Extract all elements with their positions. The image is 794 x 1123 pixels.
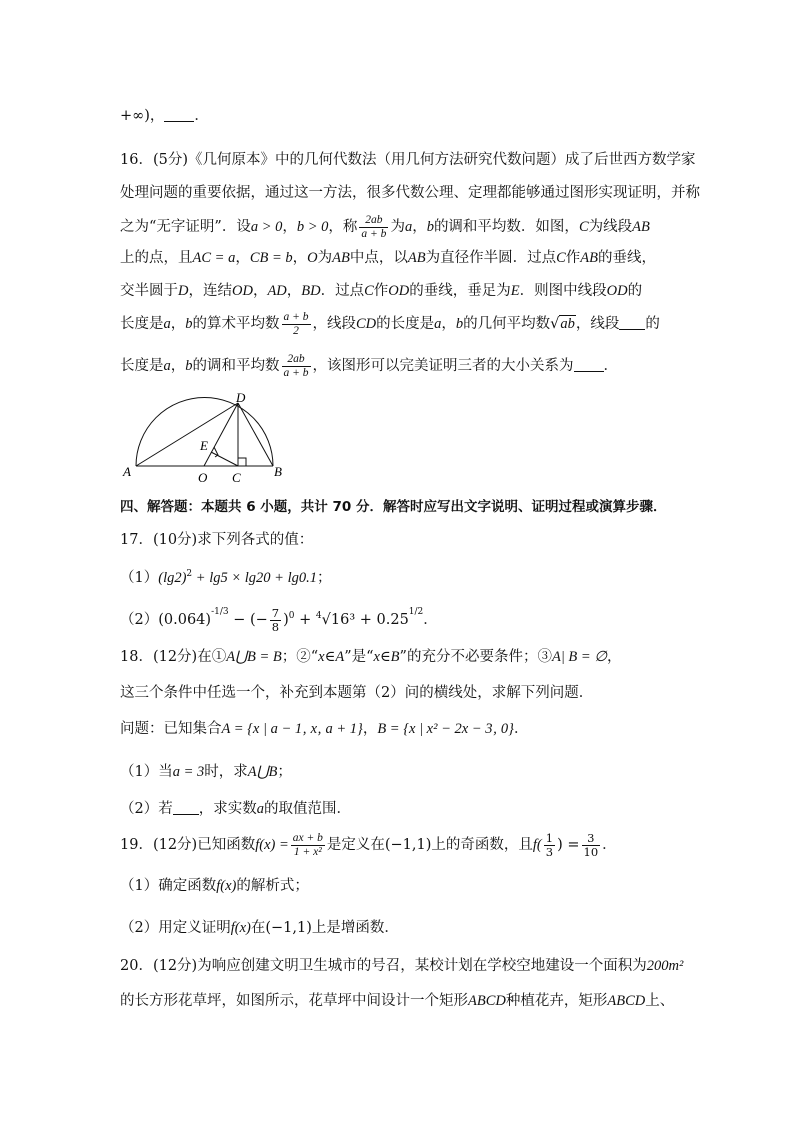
- math: (lg2): [158, 569, 187, 586]
- q20-line-2: [120, 991, 674, 1011]
- q16-text: ，线段: [575, 316, 620, 332]
- math: − (−: [228, 612, 268, 628]
- q18-text: （2）若: [120, 801, 173, 817]
- math: D: [178, 283, 189, 299]
- q16-text: ，: [441, 316, 456, 332]
- q16-line-7: [120, 350, 618, 382]
- denominator: 8: [271, 619, 280, 634]
- math: b: [426, 219, 434, 235]
- segment-ad: [136, 403, 238, 466]
- math: O: [307, 250, 318, 266]
- math: AD: [267, 283, 287, 299]
- interval-end-text: +∞)，: [120, 108, 165, 124]
- q16-text: 中点，以: [349, 250, 408, 266]
- answer-blank: [173, 800, 199, 815]
- q16-text: 的: [645, 316, 660, 332]
- segment-od: [204, 403, 238, 466]
- arithmetic-fraction: [282, 311, 311, 338]
- q18-line-1: [120, 647, 621, 667]
- q16-text: 的调和平均数．如图，: [433, 219, 579, 235]
- q20-text: 上、: [645, 993, 675, 1009]
- q16-text: 为: [390, 219, 405, 235]
- q16-text: ．: [603, 358, 619, 374]
- q16-text: 的垂线，垂足为: [409, 283, 511, 299]
- math: (−1,1): [265, 920, 312, 936]
- q17-text: （2）: [120, 612, 159, 628]
- math: a: [404, 219, 413, 235]
- math: AB: [332, 250, 350, 266]
- q17-part-1: [120, 564, 331, 588]
- section-heading: [120, 497, 666, 517]
- fraction-3-10: [582, 832, 601, 859]
- denominator: a + b: [361, 227, 387, 240]
- denominator: 10: [583, 844, 599, 859]
- math: a: [434, 316, 442, 332]
- numerator: ax + b: [292, 831, 323, 844]
- math: C: [364, 283, 374, 299]
- label-a: A: [123, 464, 131, 479]
- q16-text: ，: [286, 283, 302, 299]
- q16-text: ，该图形可以完美证明三者的大小关系为: [312, 358, 574, 374]
- q17-text: ．: [423, 612, 438, 628]
- q18-text: ”是“: [344, 649, 374, 665]
- denominator: a + b: [283, 366, 309, 379]
- label-b: B: [274, 464, 282, 479]
- math: ABCD: [468, 993, 506, 1009]
- label-o: O: [198, 470, 208, 485]
- math: a: [163, 358, 171, 374]
- math: ) =: [557, 837, 580, 853]
- math: f(x): [230, 920, 251, 936]
- math: + 0.25: [355, 612, 409, 628]
- math: b: [185, 316, 193, 332]
- q20-text: 种植花卉，矩形: [505, 993, 608, 1009]
- semicircle-arc: [136, 398, 273, 467]
- q19-line-2: [120, 876, 309, 896]
- harmonic-fraction: [359, 214, 388, 241]
- q18-line-3: [120, 719, 528, 739]
- q16-text: 长度是: [120, 316, 164, 332]
- q17-text: 17．(10分)求下列各式的值：: [120, 532, 314, 548]
- q16-line-4: [120, 248, 656, 268]
- math: OD: [388, 283, 410, 299]
- answer-blank: [619, 315, 645, 330]
- q18-text: ，: [362, 721, 378, 737]
- semicircle-figure: [118, 392, 293, 488]
- harmonic-fraction: [282, 353, 311, 380]
- q16-text: ．则图中线段: [519, 283, 607, 299]
- q16-text: 之为“无字证明”．设: [120, 219, 251, 235]
- math: √16³: [321, 612, 356, 628]
- denominator: 1 + x²: [293, 845, 322, 858]
- q16-text: 为: [317, 250, 333, 266]
- q16-text: 上的点，且: [120, 250, 193, 266]
- q16-text: 作: [373, 283, 389, 299]
- math: f(x) =: [255, 837, 289, 853]
- q17-text: ；: [316, 569, 332, 586]
- sqrt-radicand: ab: [560, 316, 575, 332]
- math: 200m²: [646, 958, 684, 974]
- right-angle-mark-e: [214, 447, 218, 457]
- q18-text: 18．(12分)在①: [120, 649, 227, 665]
- exponent: 1/2: [408, 607, 424, 617]
- math: a: [163, 316, 171, 332]
- numerator: 7: [271, 605, 280, 620]
- denominator: 2: [293, 324, 299, 337]
- fraction-1-3: [544, 832, 555, 859]
- q18-text: ；: [277, 764, 292, 780]
- math: x∈B: [373, 649, 400, 665]
- math: C: [578, 219, 589, 235]
- math: A⋃B = B: [226, 649, 282, 665]
- math: B = {x | x² − 2x − 3‚ 0}: [377, 721, 514, 737]
- q19-text: ．: [602, 837, 617, 853]
- math: AB: [580, 250, 598, 266]
- exponent: 2: [186, 569, 193, 579]
- fraction-7-8: [270, 607, 281, 634]
- math: OD: [231, 283, 253, 299]
- q17-text: （1）: [120, 569, 159, 586]
- q16-text: ，: [252, 283, 268, 299]
- q18-text: （1）当: [120, 764, 173, 780]
- q16-text: ，线段: [312, 316, 357, 332]
- math: x∈A: [318, 649, 345, 665]
- q16-text: ，: [170, 316, 186, 332]
- q20-text: 的长方形花草坪，如图所示，花草坪中间设计一个矩形: [120, 993, 468, 1009]
- q16-text: 的: [627, 283, 643, 299]
- q18-line-5: [120, 799, 351, 819]
- math: a > 0: [250, 219, 283, 235]
- q18-text: ，求实数: [198, 801, 257, 817]
- q19-text: （2）用定义证明: [120, 920, 231, 936]
- math: ABCD: [607, 993, 646, 1009]
- q19-text: 19．(12分)已知函数: [120, 837, 256, 853]
- q18-line-2: [120, 683, 593, 703]
- q18-text: 问题：已知集合: [120, 721, 222, 737]
- q19-text: （1）确定函数: [120, 878, 217, 894]
- math: f(x): [216, 878, 237, 894]
- q16-text: ，: [235, 250, 250, 266]
- math: AB: [632, 219, 650, 235]
- math: ): [283, 612, 289, 628]
- math: AC = a: [192, 250, 236, 266]
- q16-text: 交半圆于: [120, 283, 178, 299]
- q19-text: 上的奇函数，且: [431, 837, 533, 853]
- sqrt-sign: √: [550, 316, 560, 332]
- q16-text: ．过点: [320, 283, 365, 299]
- segment-bd: [238, 403, 273, 466]
- math: CD: [356, 316, 377, 332]
- q16-text: 的调和平均数: [192, 358, 280, 374]
- q16-text: ，: [170, 358, 186, 374]
- numerator: 1: [545, 830, 554, 845]
- q16-text: 的长度是: [376, 316, 435, 332]
- continued-line: +∞)， ．: [120, 108, 209, 124]
- q18-text: 这三个条件中任选一个，补充到本题第（2）问的横线处，求解下列问题．: [120, 685, 594, 701]
- math: a: [256, 801, 264, 817]
- root-index: 4: [315, 611, 322, 622]
- math: E: [510, 283, 520, 299]
- answer-blank: [574, 357, 604, 372]
- q17-head: [120, 530, 313, 550]
- q19-text: 的解析式；: [236, 878, 309, 894]
- math: b: [185, 358, 193, 374]
- math: (0.064): [158, 612, 212, 628]
- q16-text: 的几何平均数: [463, 316, 551, 332]
- right-angle-mark-c: [238, 458, 246, 466]
- q16-text: ，连结: [188, 283, 232, 299]
- q18-text: ，: [606, 649, 622, 665]
- q18-text: ；②“: [281, 649, 319, 665]
- q20-text: 20．(12分)为响应创建文明卫生城市的号召，某校计划在学校空地建设一个面积为: [120, 958, 647, 974]
- q16-line-2: [120, 183, 700, 203]
- q19-line-3: [120, 918, 399, 938]
- q16-text: 长度是: [120, 358, 164, 374]
- math: b > 0: [296, 219, 329, 235]
- q16-line-6: [120, 308, 660, 340]
- segment-ce: [211, 452, 238, 466]
- numerator: a + b: [283, 310, 309, 323]
- q16-text: ，: [282, 219, 297, 235]
- q18-text: 时，求: [204, 764, 248, 780]
- q17-part-2: [120, 596, 438, 636]
- q16-text: 作: [565, 250, 581, 266]
- math: b: [455, 316, 464, 332]
- q16-text: 的垂线，: [597, 250, 656, 266]
- q16-line-1: [120, 150, 696, 170]
- answer-blank: [164, 107, 194, 122]
- math: A| B = ∅: [551, 649, 607, 665]
- q16-text: ，称: [328, 219, 358, 235]
- math: AB: [407, 250, 426, 266]
- q19-text: 在: [250, 920, 266, 936]
- q18-text: ”的充分不必要条件；③: [399, 649, 552, 665]
- numerator: 2ab: [282, 353, 311, 367]
- numerator: 3: [582, 832, 601, 846]
- q18-text: 的取值范围．: [263, 801, 351, 817]
- q20-line-1: [120, 956, 683, 976]
- q19-text: 是定义在: [326, 837, 385, 853]
- math: BD: [301, 283, 321, 299]
- q16-line-5: [120, 281, 642, 301]
- math: + lg5 × lg20 + lg0.1: [192, 569, 317, 586]
- math: C: [556, 250, 566, 266]
- q19-line-1: [120, 829, 617, 861]
- label-e: E: [200, 438, 208, 453]
- q16-text: 为线段: [588, 219, 633, 235]
- q16-text: 的算术平均数: [192, 316, 280, 332]
- exponent: 0: [288, 611, 295, 622]
- math: A⋃B: [247, 764, 278, 780]
- q16-text: ，: [412, 219, 427, 235]
- math: A = {x | a − 1‚ x‚ a + 1}: [221, 721, 363, 737]
- exponent: -1/3: [211, 607, 229, 617]
- q16-text: 16．(5分)《几何原本》中的几何代数法（用几何方法研究代数问题）成了后世西方数学家: [120, 152, 696, 168]
- numerator: 2ab: [359, 214, 388, 228]
- math: f(: [532, 837, 542, 853]
- math: OD: [606, 283, 628, 299]
- q18-text: ．: [513, 721, 529, 737]
- label-c: C: [232, 470, 241, 485]
- q19-text: 上是增函数．: [311, 920, 399, 936]
- denominator: 3: [545, 844, 554, 859]
- section-text: 四、解答题：本题共 6 小题，共计 70 分．解答时应写出文字说明、证明过程或演算步骤．: [120, 499, 667, 515]
- math: a = 3: [172, 764, 205, 780]
- function-fraction: [291, 832, 325, 859]
- math: +: [294, 612, 316, 628]
- label-d: D: [236, 392, 246, 405]
- math: CB = b: [249, 250, 293, 266]
- q18-line-4: [120, 762, 292, 782]
- math: (−1,1): [384, 837, 432, 853]
- q16-text: 处理问题的重要依据，通过这一方法，很多代数公理、定理都能够通过图形实现证明，并称: [120, 185, 700, 201]
- q16-text: ，: [292, 250, 308, 266]
- q16-line-3: [120, 211, 650, 243]
- q16-text: 为直径作半圆．过点: [425, 250, 557, 266]
